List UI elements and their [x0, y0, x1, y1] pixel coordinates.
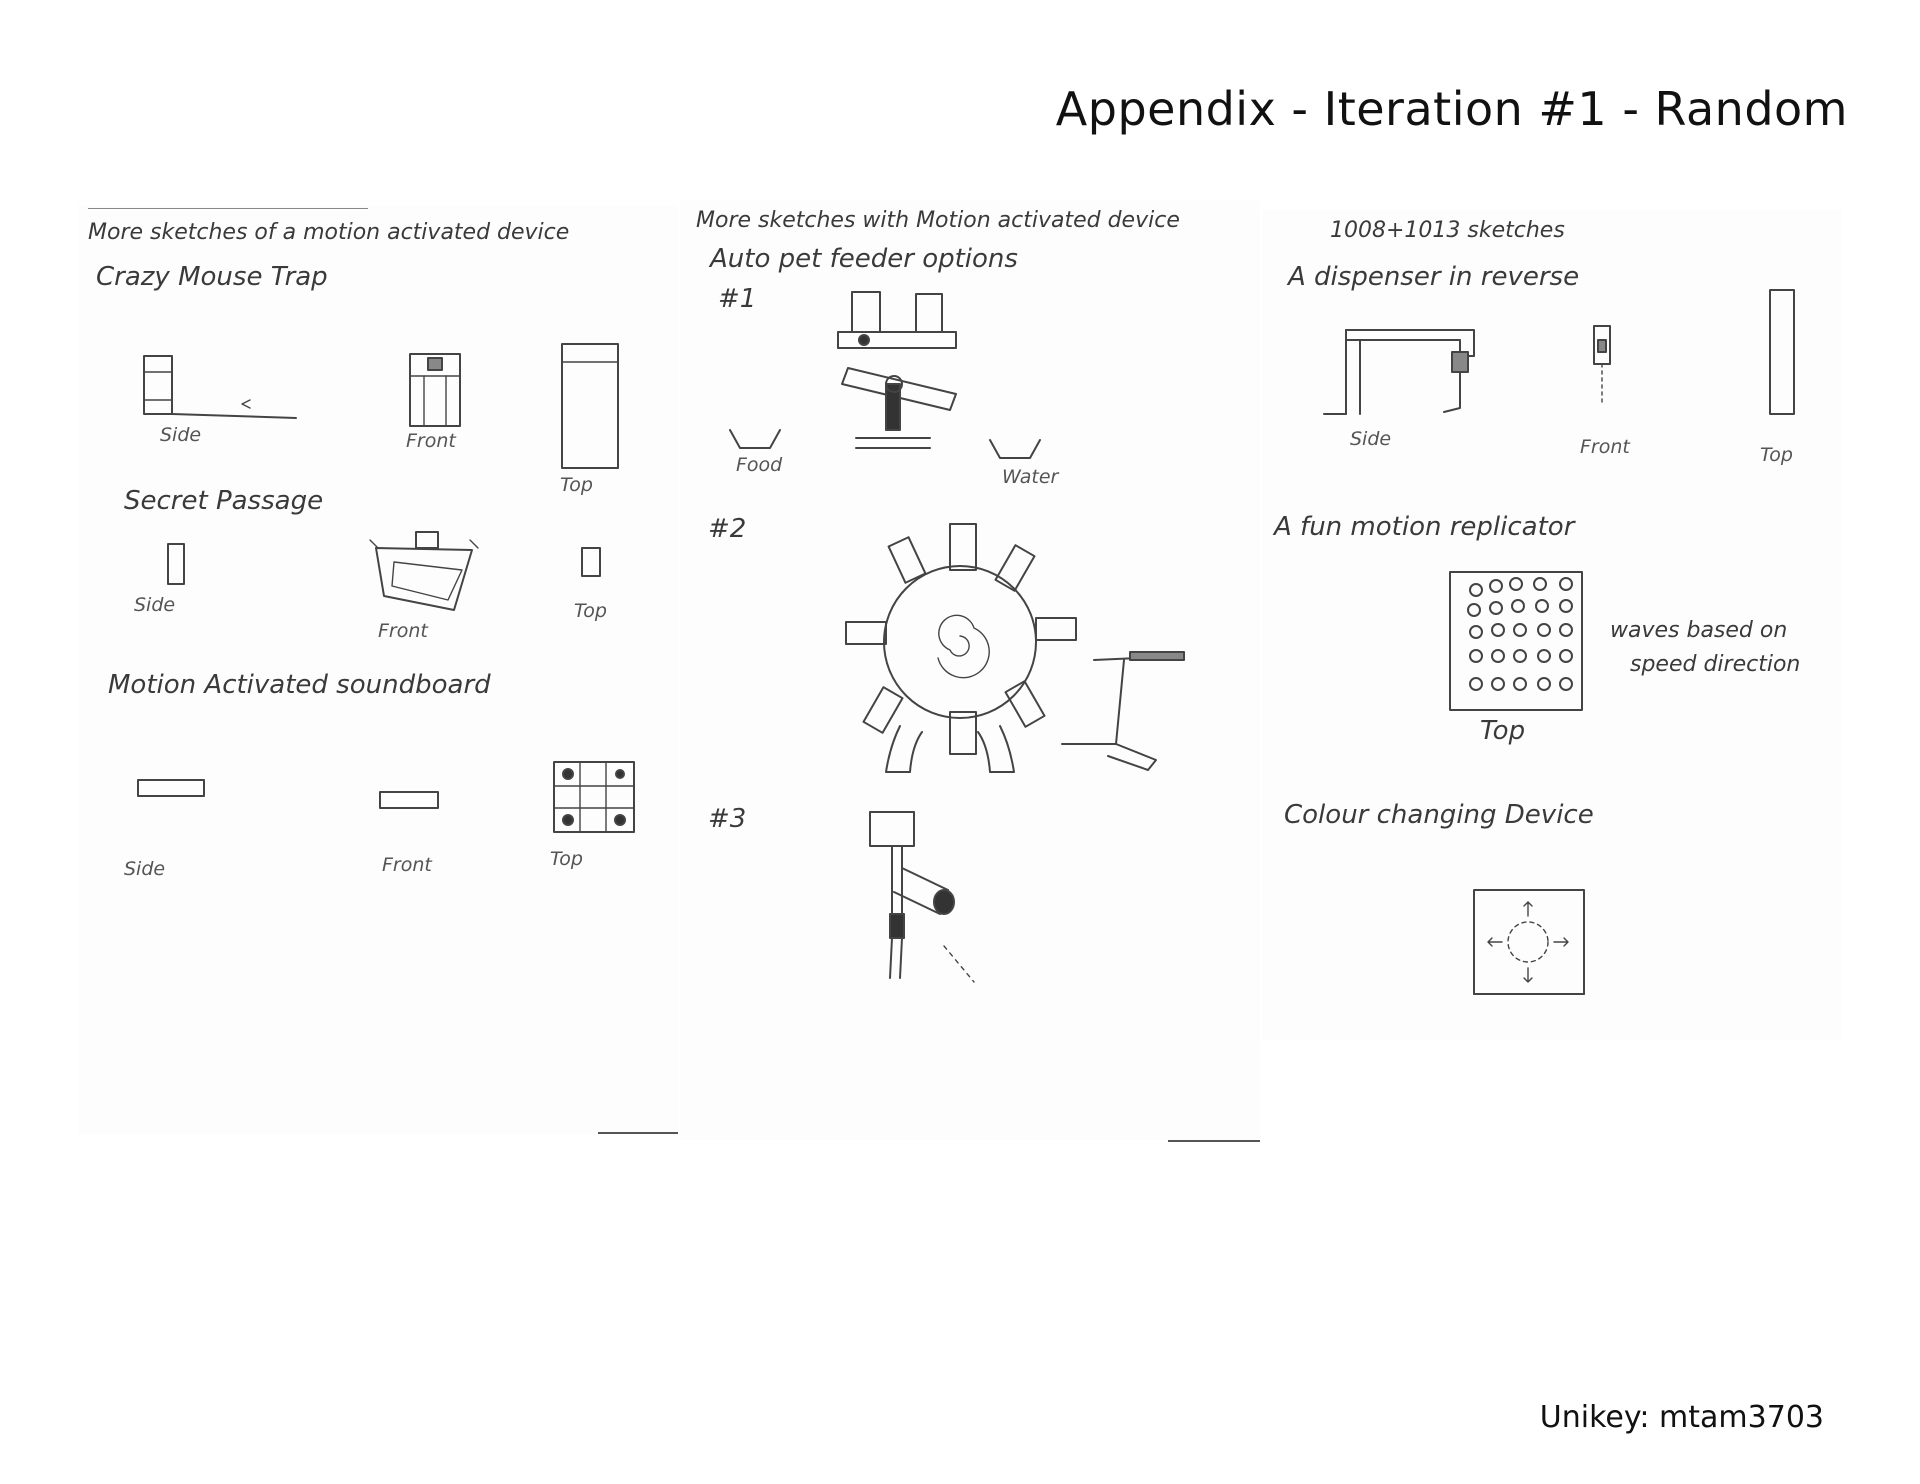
- secret-passage-sketches: [168, 532, 600, 610]
- view-label-front: Front: [378, 620, 428, 642]
- view-label-front: Front: [1580, 436, 1630, 458]
- page-title: Appendix - Iteration #1 - Random: [1055, 82, 1848, 136]
- section-title-mouse-trap: Crazy Mouse Trap: [96, 262, 328, 292]
- view-label-side: Side: [160, 424, 202, 446]
- option-label-3: #3: [708, 804, 747, 834]
- replicator-note-line2: speed direction: [1630, 652, 1801, 677]
- view-label-top: Top: [1760, 444, 1793, 466]
- sheet-subtitle-pet-feeder: Auto pet feeder options: [710, 244, 1018, 274]
- view-label-top: Top: [574, 600, 607, 622]
- view-label-top: Top: [1480, 716, 1526, 746]
- view-label-top: Top: [550, 848, 583, 870]
- option-label-2: #2: [708, 514, 747, 544]
- option-label-1: #1: [718, 284, 757, 314]
- view-label-side: Side: [124, 858, 166, 880]
- dispenser-sketches: [1324, 290, 1794, 414]
- section-title-colour-device: Colour changing Device: [1284, 800, 1594, 830]
- unikey-label: Unikey: mtam3703: [1539, 1400, 1824, 1435]
- section-title-secret-passage: Secret Passage: [124, 486, 324, 516]
- view-label-front: Front: [406, 430, 456, 452]
- section-title-soundboard: Motion Activated soundboard: [108, 670, 491, 700]
- pet-feeder-3-sketch: [870, 812, 974, 982]
- replicator-note-line1: waves based on: [1610, 618, 1788, 643]
- view-label-front: Front: [382, 854, 432, 876]
- sheet-intro-right: 1008+1013 sketches: [1330, 218, 1565, 243]
- section-title-motion-replicator: A fun motion replicator: [1274, 512, 1575, 542]
- section-title-dispenser: A dispenser in reverse: [1288, 262, 1580, 292]
- mouse-trap-top-sketch: [562, 344, 618, 468]
- colour-device-sketch: [1474, 890, 1584, 994]
- view-label-side: Side: [134, 594, 176, 616]
- bowl-label-water: Water: [1002, 466, 1059, 488]
- sheet-intro-left: More sketches of a motion activated device: [88, 220, 570, 245]
- pet-feeder-2-sketch: [846, 524, 1184, 772]
- bowl-label-food: Food: [736, 454, 783, 476]
- mouse-trap-side-sketch: [144, 356, 296, 418]
- pet-feeder-1-sketch: [730, 292, 1040, 458]
- mouse-trap-front-sketch: [410, 354, 460, 426]
- view-label-top: Top: [560, 474, 593, 496]
- sheet-intro-middle: More sketches with Motion activated device: [696, 208, 1180, 233]
- view-label-side: Side: [1350, 428, 1392, 450]
- motion-replicator-sketch: [1450, 572, 1582, 710]
- soundboard-sketches: [138, 762, 634, 832]
